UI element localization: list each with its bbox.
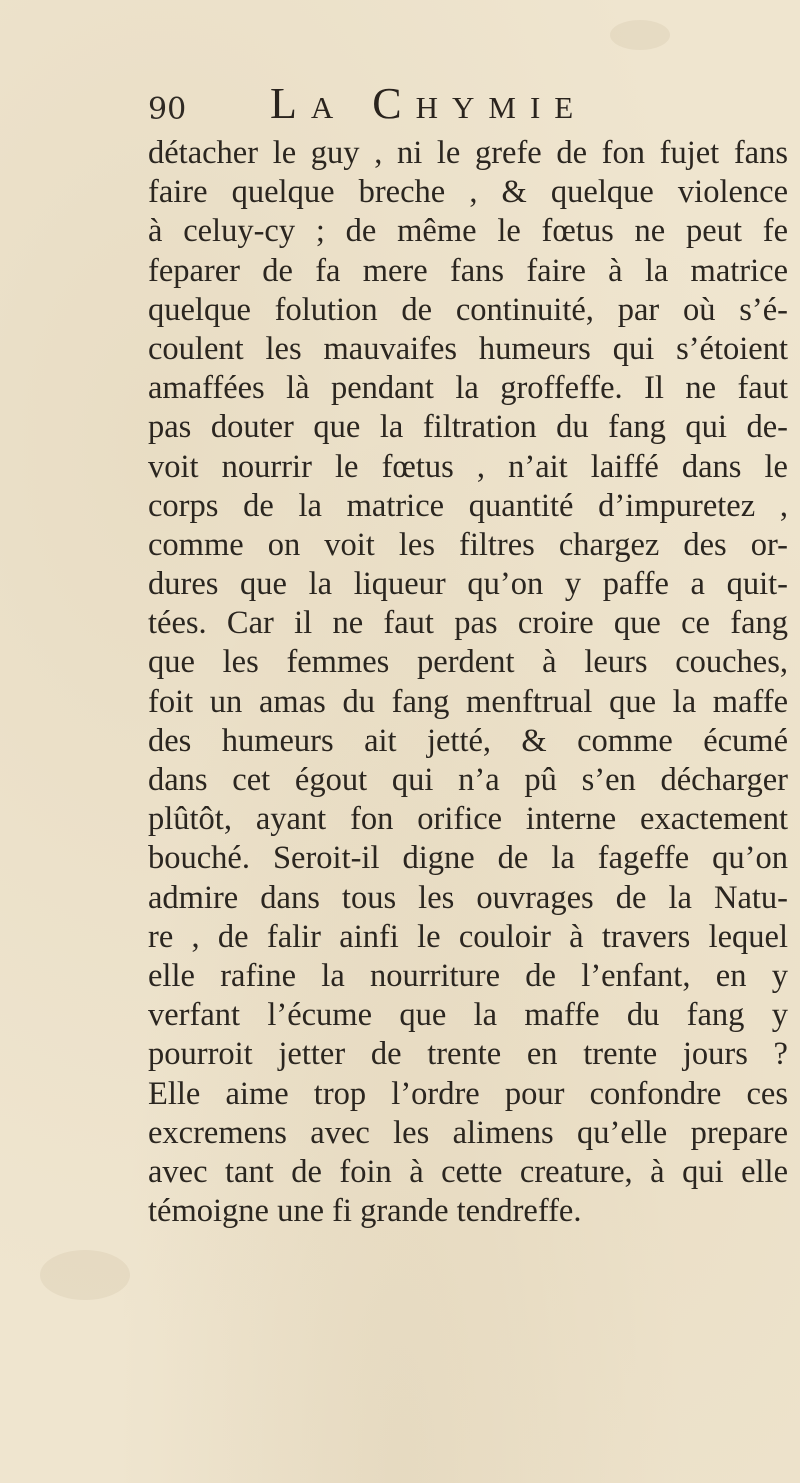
text-line: comme on voit les filtres chargez des or- — [148, 526, 788, 563]
text-line: voit nourrir le fœtus , n’ait laiffé dans le — [148, 448, 788, 485]
paper-stain — [40, 1250, 130, 1300]
text-line: foit un amas du fang menftrual que la maffe — [148, 683, 788, 720]
text-line: amaffées là pendant la groffeffe. Il ne faut — [148, 370, 788, 407]
text-line: elle rafine la nourriture de l’enfant, en y — [148, 957, 788, 994]
text-line: feparer de fa mere fans faire à la matrice — [148, 252, 788, 289]
text-line: tées. Car il ne faut pas croire que ce fang — [148, 605, 788, 642]
text-line: re , de falir ainfi le couloir à travers lequel — [148, 918, 788, 955]
page-number: 90 — [148, 92, 187, 127]
text-line: à celuy-cy ; de même le fœtus ne peut fe — [148, 213, 788, 250]
text-line: pourroit jetter de trente en trente jours ? — [148, 1036, 788, 1073]
text-line: corps de la matrice quantité d’impuretez , — [148, 487, 788, 524]
running-title: La Chymie — [270, 79, 588, 128]
text-line: que les femmes perdent à leurs couches, — [148, 644, 788, 681]
text-line: quelque folution de continuité, par où s’é- — [148, 291, 788, 328]
text-line: détacher le guy , ni le grefe de fon fujet fans — [148, 135, 788, 171]
text-line: dans cet égout qui n’a pû s’en décharger — [148, 762, 788, 798]
text-line: faire quelque breche , & quelque violence — [148, 174, 788, 211]
text-line: dures que la liqueur qu’on y paffe a quit- — [148, 566, 788, 603]
text-line: avec tant de foin à cette creature, à qui elle — [148, 1153, 788, 1190]
text-line: pas douter que la filtration du fang qui de- — [148, 409, 788, 446]
text-line: admire dans tous les ouvrages de la Natu- — [148, 879, 788, 916]
text-line: excremens avec les alimens qu’elle prepare — [148, 1114, 788, 1151]
text-line: coulent les mauvaifes humeurs qui s’étoient — [148, 330, 788, 367]
body-text — [148, 134, 788, 1231]
text-line: plûtôt, ayant fon orifice interne exactement — [148, 801, 788, 838]
text-line: verfant l’écume que la maffe du fang y — [148, 997, 788, 1034]
text-line: Elle aime trop l’ordre pour confondre ces — [148, 1075, 788, 1112]
paper-stain — [610, 20, 670, 50]
text-line: témoigne une fi grande tendreffe. — [148, 1193, 582, 1230]
page-header — [148, 78, 708, 138]
text-line: bouché. Seroit-il digne de la fageffe qu’on — [148, 840, 788, 877]
text-line: des humeurs ait jetté, & comme écumé — [148, 722, 788, 759]
